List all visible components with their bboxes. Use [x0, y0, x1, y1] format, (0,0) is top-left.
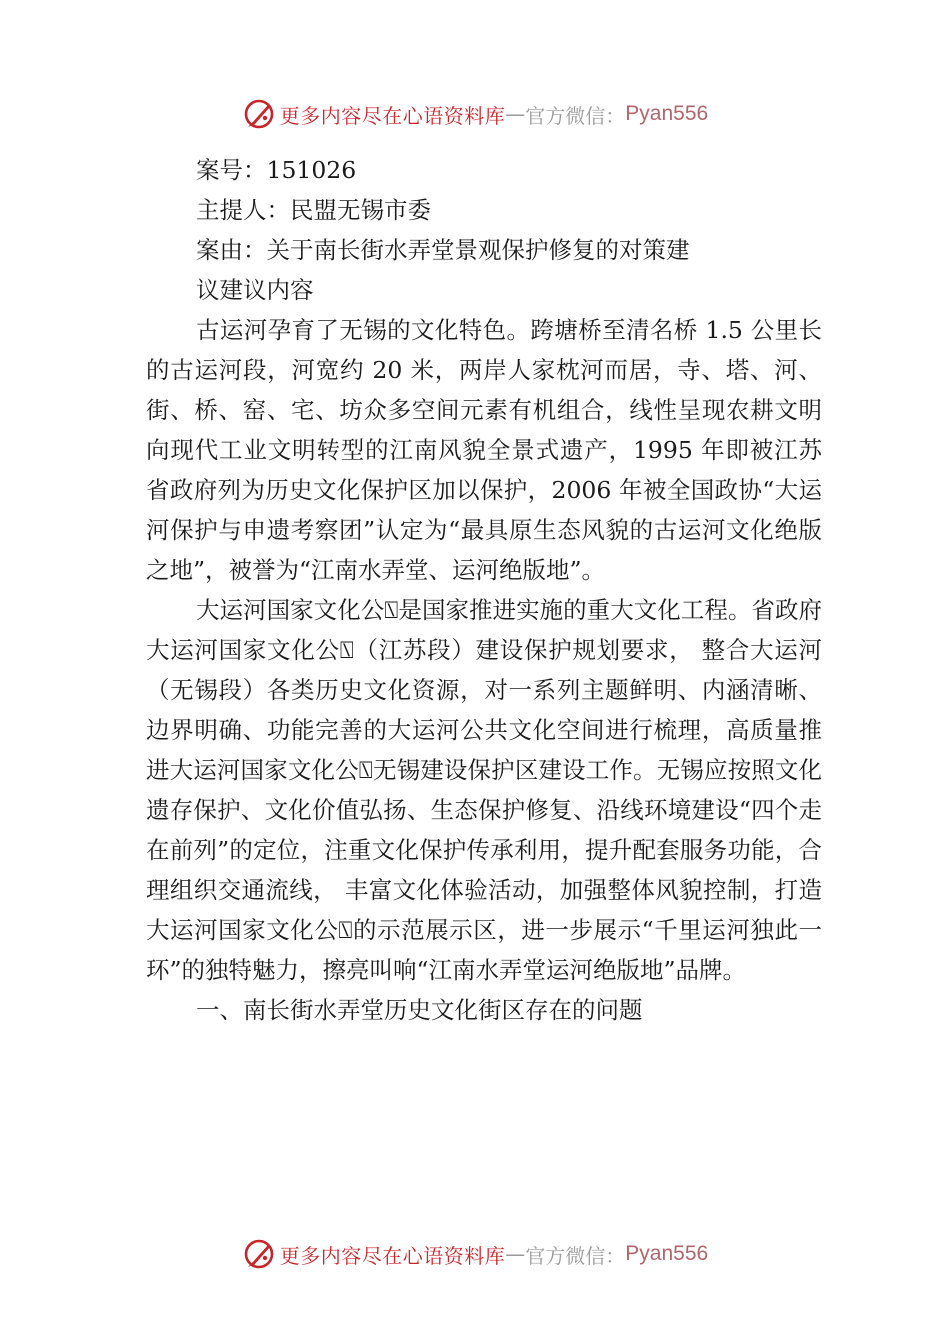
paragraph-2: 大运河国家文化公⍂是国家推进实施的重大文化工程。省政府大运河国家文化公⍂（江苏段）建设保护规划要求， 整合大运河（无锡段）各类历史文化资源，对一系列主题鲜明、内涵清晰、边界明确、功能完善的大运河公共文化空间进行梳理，高质量推进大运河国家文化公⍂无锡建设保护区建设工作。无锡应按照文化遗存保护、文化价值弘扬、生态保护修复、沿线环境建设“四个走在前列”的定位，注重文化保护传承利用，提升配套服务功能，合理组织交通流线， 丰富文化体验活动，加强整体风貌控制，打造大运河国家文化公⍂的示范展示区，进一步展示“千里运河独此一环”的独特魅力，擦亮叫响“江南水弄堂运河绝版地”品牌。: [146, 596, 822, 984]
pen-in-circle-logo-icon: [242, 97, 276, 131]
subject-line-1: 案由：关于南长街水弄堂景观保护修复的对策建: [196, 236, 690, 264]
header-watermark-banner: [0, 94, 950, 134]
banner-text-wechat-label: 官方微信：: [525, 103, 626, 128]
banner-text-wechat-id: Pyan556: [625, 102, 709, 125]
subject-line-2: 议建议内容: [196, 276, 314, 304]
proposer: 主提人：民盟无锡市委: [196, 196, 431, 224]
section-heading: 一、南长街水弄堂历史文化街区存在的问题: [196, 996, 643, 1024]
paragraph-1: 古运河孕育了无锡的文化特色。跨塘桥至清名桥 1.5 公里长的古运河段，河宽约 20 米，两岸人家枕河而居，寺、塔、河、街、桥、窑、宅、坊众多空间元素有机组合，线性呈现农耕文明向现代工业文明转型的江南风貌全景式遗产，1995 年即被江苏省政府列为历史文化保护区加以保护，2006 年被全国政协“大运河保护与申遗考察团”认定为“最具原生态风貌的古运河文化绝版之地”，被誉为“江南水弄堂、运河绝版地”。: [146, 316, 822, 584]
document-body: [146, 150, 822, 1030]
pen-in-circle-logo-icon: [242, 1237, 276, 1271]
banner-text-library: 更多内容尽在心语资料库: [279, 103, 506, 128]
case-number: 案号：151026: [196, 156, 357, 184]
banner-text-library: 更多内容尽在心语资料库: [279, 1243, 506, 1268]
banner-dash: —: [505, 102, 526, 126]
banner-dash: —: [505, 1242, 526, 1266]
banner-text-wechat-id: Pyan556: [625, 1242, 709, 1265]
footer-watermark-banner: [0, 1234, 950, 1274]
banner-text-wechat-label: 官方微信：: [525, 1243, 626, 1268]
